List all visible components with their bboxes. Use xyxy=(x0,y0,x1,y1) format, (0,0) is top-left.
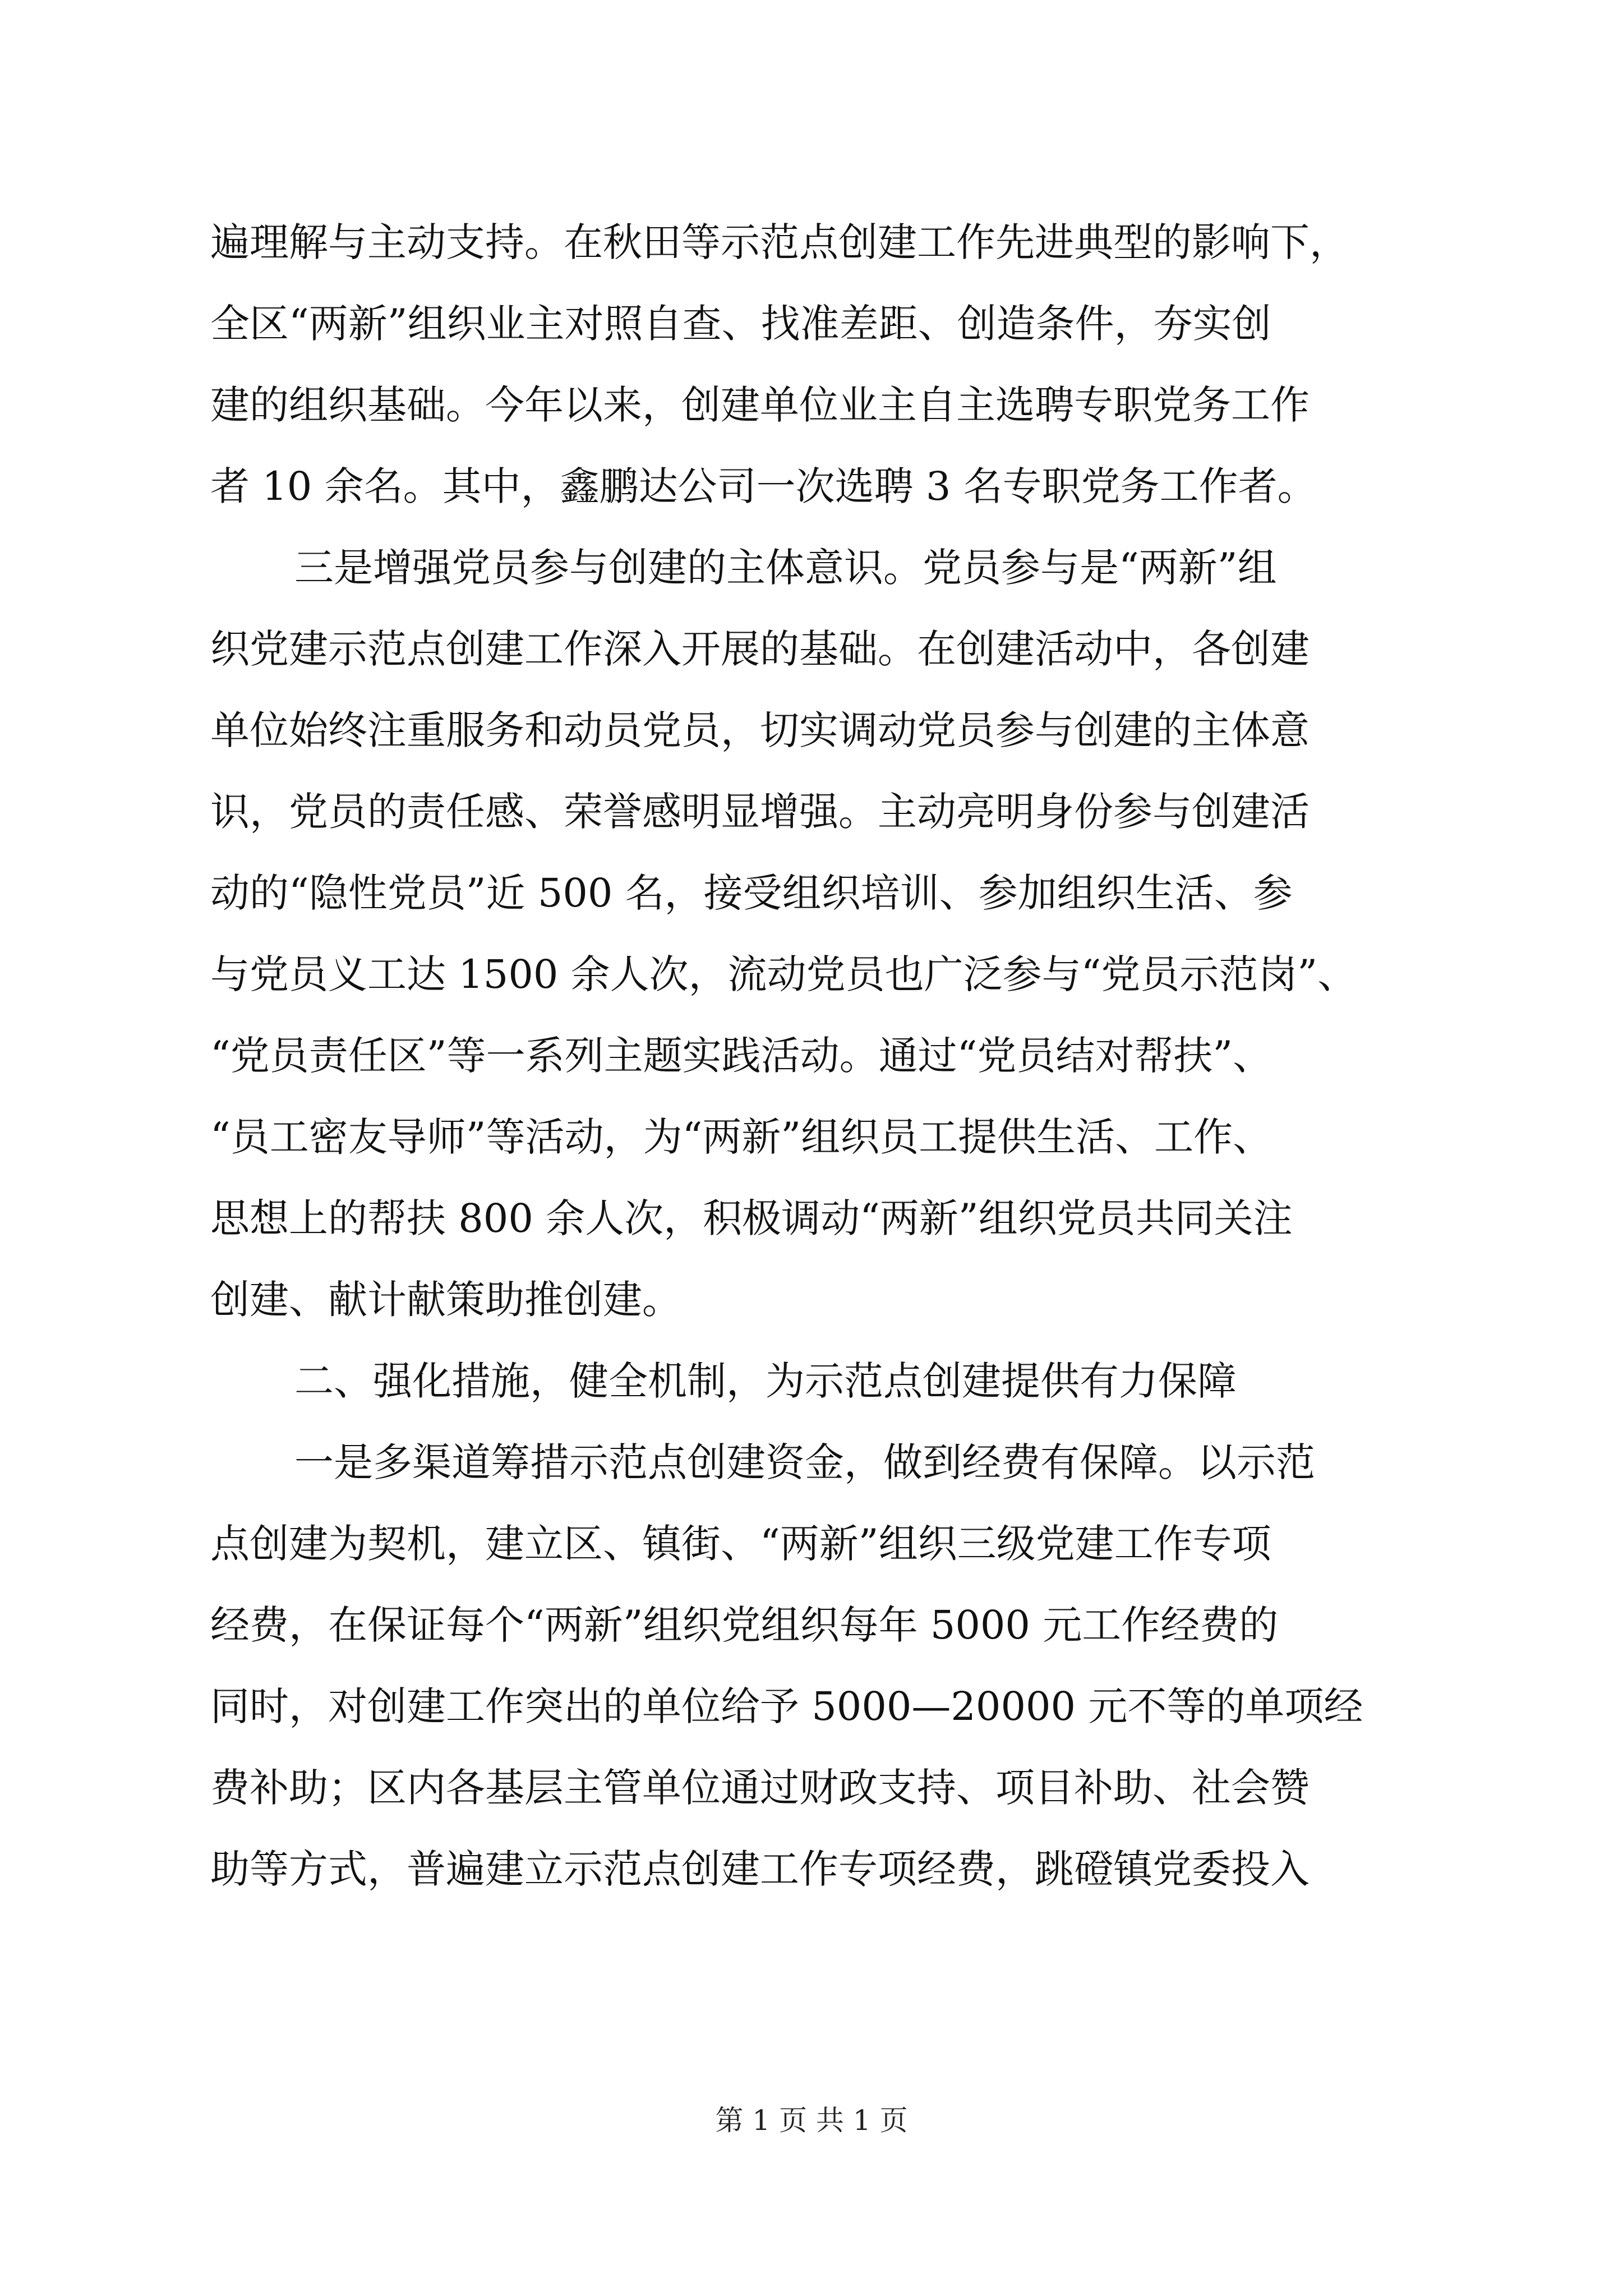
page-footer: 第 1 页 共 1 页 xyxy=(715,2104,908,2137)
text-line: “员工密友导师”等活动，为“两新”组织员工提供生活、工作、 xyxy=(210,1114,1272,1160)
body-text xyxy=(210,202,1422,1910)
text-line: 三是增强党员参与创建的主体意识。党员参与是“两新”组 xyxy=(294,545,1277,591)
text-line: 识，党员的责任感、荣誉感明显增强。主动亮明身份参与创建活 xyxy=(210,789,1310,835)
text-line: 与党员义工达 1500 余人次，流动党员也广泛参与“党员示范岗”、 xyxy=(210,951,1357,997)
text-line: “党员责任区”等一系列主题实践活动。通过“党员结对帮扶”、 xyxy=(210,1033,1272,1079)
text-line: 助等方式，普遍建立示范点创建工作专项经费，跳磴镇党委投入 xyxy=(210,1846,1310,1892)
text-line: 织党建示范点创建工作深入开展的基础。在创建活动中，各创建 xyxy=(210,626,1310,672)
text-line: 单位始终注重服务和动员党员，切实调动党员参与创建的主体意 xyxy=(210,707,1310,753)
text-line: 者 10 余名。其中，鑫鹏达公司一次选聘 3 名专职党务工作者。 xyxy=(210,463,1317,509)
text-line: 经费，在保证每个“两新”组织党组织每年 5000 元工作经费的 xyxy=(210,1602,1279,1648)
text-line: 动的“隐性党员”近 500 名，接受组织培训、参加组织生活、参 xyxy=(210,870,1293,916)
text-line: 全区“两新”组织业主对照自查、找准差距、创造条件，夯实创 xyxy=(210,301,1271,347)
text-line: 点创建为契机，建立区、镇街、“两新”组织三级党建工作专项 xyxy=(210,1521,1271,1567)
text-line: 遍理解与主动支持。在秋田等示范点创建工作先进典型的影响下， xyxy=(210,219,1349,265)
text-line: 费补助；区内各基层主管单位通过财政支持、项目补助、社会赞 xyxy=(210,1765,1310,1811)
text-line: 二、强化措施，健全机制，为示范点创建提供有力保障 xyxy=(294,1358,1237,1404)
text-line: 同时，对创建工作突出的单位给予 5000—20000 元不等的单项经 xyxy=(210,1683,1363,1729)
text-line: 建的组织基础。今年以来，创建单位业主自主选聘专职党务工作 xyxy=(210,382,1310,428)
text-line: 创建、献计献策助推创建。 xyxy=(210,1277,681,1323)
text-line: 思想上的帮扶 800 余人次，积极调动“两新”组织党员共同关注 xyxy=(210,1195,1293,1241)
text-line: 一是多渠道筹措示范点创建资金，做到经费有保障。以示范 xyxy=(294,1439,1315,1485)
